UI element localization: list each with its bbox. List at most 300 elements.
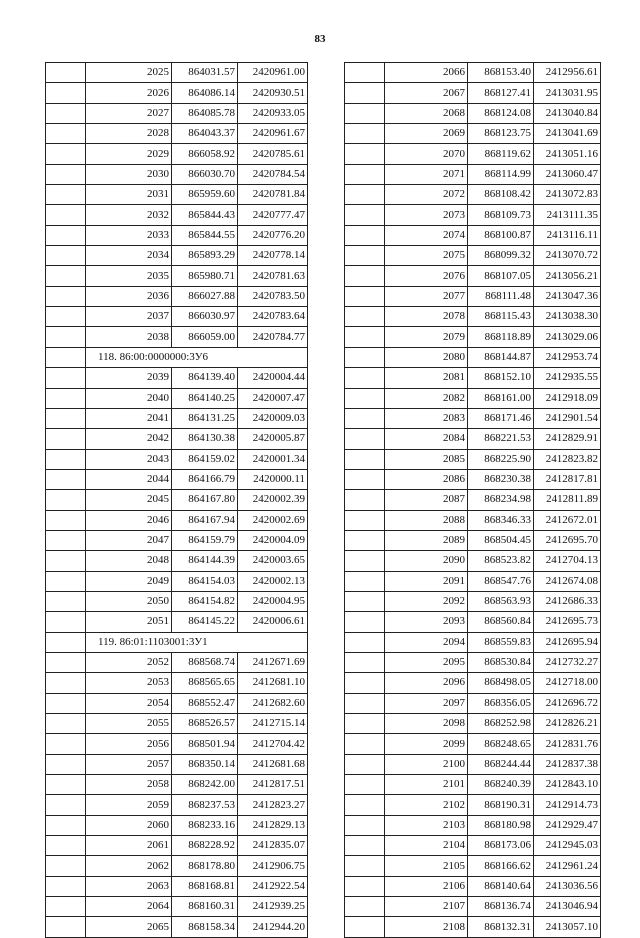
point-number-cell: 2049 bbox=[86, 571, 172, 591]
table-row bbox=[345, 551, 601, 571]
blank-cell bbox=[46, 327, 86, 347]
x-coordinate-cell: 866030.70 bbox=[172, 164, 238, 184]
point-number-cell: 2086 bbox=[385, 469, 468, 489]
table-row bbox=[46, 205, 308, 225]
blank-cell bbox=[46, 652, 86, 672]
table-row bbox=[46, 449, 308, 469]
point-number-cell: 2044 bbox=[86, 469, 172, 489]
blank-cell bbox=[46, 469, 86, 489]
blank-cell bbox=[345, 652, 385, 672]
y-coordinate-cell: 2413056.21 bbox=[534, 266, 601, 286]
x-coordinate-cell: 868559.83 bbox=[468, 632, 534, 652]
x-coordinate-cell: 868161.00 bbox=[468, 388, 534, 408]
y-coordinate-cell: 2412823.27 bbox=[238, 795, 308, 815]
point-number-cell: 2047 bbox=[86, 530, 172, 550]
y-coordinate-cell: 2413111.35 bbox=[534, 205, 601, 225]
y-coordinate-cell: 2412837.38 bbox=[534, 754, 601, 774]
blank-cell bbox=[345, 917, 385, 937]
x-coordinate-cell: 868225.90 bbox=[468, 449, 534, 469]
table-row bbox=[345, 612, 601, 632]
y-coordinate-cell: 2412817.81 bbox=[534, 469, 601, 489]
blank-cell bbox=[46, 775, 86, 795]
blank-cell bbox=[46, 632, 86, 652]
blank-cell bbox=[345, 103, 385, 123]
coordinates-table-right bbox=[344, 62, 601, 938]
table-row bbox=[46, 388, 308, 408]
y-coordinate-cell: 2412695.70 bbox=[534, 530, 601, 550]
x-coordinate-cell: 868560.84 bbox=[468, 612, 534, 632]
x-coordinate-cell: 868124.08 bbox=[468, 103, 534, 123]
blank-cell bbox=[46, 185, 86, 205]
x-coordinate-cell: 868244.44 bbox=[468, 754, 534, 774]
point-number-cell: 2055 bbox=[86, 714, 172, 734]
x-coordinate-cell: 868248.65 bbox=[468, 734, 534, 754]
y-coordinate-cell: 2420000.11 bbox=[238, 469, 308, 489]
blank-cell bbox=[46, 571, 86, 591]
x-coordinate-cell: 865893.29 bbox=[172, 246, 238, 266]
y-coordinate-cell: 2420004.09 bbox=[238, 530, 308, 550]
x-coordinate-cell: 864167.80 bbox=[172, 490, 238, 510]
table-row bbox=[46, 83, 308, 103]
x-coordinate-cell: 868119.62 bbox=[468, 144, 534, 164]
y-coordinate-cell: 2413031.95 bbox=[534, 83, 601, 103]
y-coordinate-cell: 2412672.01 bbox=[534, 510, 601, 530]
point-number-cell: 2032 bbox=[86, 205, 172, 225]
point-number-cell: 2076 bbox=[385, 266, 468, 286]
x-coordinate-cell: 864145.22 bbox=[172, 612, 238, 632]
x-coordinate-cell: 868190.31 bbox=[468, 795, 534, 815]
table-row bbox=[46, 124, 308, 144]
y-coordinate-cell: 2420007.47 bbox=[238, 388, 308, 408]
table-row bbox=[345, 388, 601, 408]
table-row bbox=[46, 897, 308, 917]
blank-cell bbox=[345, 836, 385, 856]
x-coordinate-cell: 868242.00 bbox=[172, 775, 238, 795]
table-row bbox=[345, 408, 601, 428]
blank-cell bbox=[46, 734, 86, 754]
x-coordinate-cell: 868526.57 bbox=[172, 714, 238, 734]
blank-cell bbox=[46, 530, 86, 550]
x-coordinate-cell: 868523.82 bbox=[468, 551, 534, 571]
y-coordinate-cell: 2413060.47 bbox=[534, 164, 601, 184]
y-coordinate-cell: 2420001.34 bbox=[238, 449, 308, 469]
x-coordinate-cell: 868140.64 bbox=[468, 876, 534, 896]
x-coordinate-cell: 868132.31 bbox=[468, 917, 534, 937]
point-number-cell: 2093 bbox=[385, 612, 468, 632]
blank-cell bbox=[46, 449, 86, 469]
table-row bbox=[345, 815, 601, 835]
table-row bbox=[46, 551, 308, 571]
x-coordinate-cell: 866058.92 bbox=[172, 144, 238, 164]
blank-cell bbox=[345, 286, 385, 306]
x-coordinate-cell: 868173.06 bbox=[468, 836, 534, 856]
blank-cell bbox=[46, 795, 86, 815]
point-number-cell: 2030 bbox=[86, 164, 172, 184]
x-coordinate-cell: 868356.05 bbox=[468, 693, 534, 713]
table-row bbox=[345, 449, 601, 469]
y-coordinate-cell: 2420004.44 bbox=[238, 368, 308, 388]
blank-cell bbox=[345, 897, 385, 917]
table-row bbox=[345, 225, 601, 245]
point-number-cell: 2090 bbox=[385, 551, 468, 571]
x-coordinate-cell: 868152.10 bbox=[468, 368, 534, 388]
y-coordinate-cell: 2412718.00 bbox=[534, 673, 601, 693]
y-coordinate-cell: 2420004.95 bbox=[238, 591, 308, 611]
point-number-cell: 2100 bbox=[385, 754, 468, 774]
blank-cell bbox=[345, 673, 385, 693]
blank-cell bbox=[345, 775, 385, 795]
y-coordinate-cell: 2413057.10 bbox=[534, 917, 601, 937]
blank-cell bbox=[46, 714, 86, 734]
point-number-cell: 2060 bbox=[86, 815, 172, 835]
table-row bbox=[46, 63, 308, 83]
blank-cell bbox=[46, 591, 86, 611]
blank-cell bbox=[345, 164, 385, 184]
y-coordinate-cell: 2412953.74 bbox=[534, 347, 601, 367]
x-coordinate-cell: 868234.98 bbox=[468, 490, 534, 510]
blank-cell bbox=[345, 815, 385, 835]
x-coordinate-cell: 868233.16 bbox=[172, 815, 238, 835]
blank-cell bbox=[46, 815, 86, 835]
blank-cell bbox=[345, 225, 385, 245]
y-coordinate-cell: 2420785.61 bbox=[238, 144, 308, 164]
section-heading: 118. 86:00:0000000:3У6 bbox=[86, 347, 308, 367]
y-coordinate-cell: 2420784.54 bbox=[238, 164, 308, 184]
blank-cell bbox=[345, 205, 385, 225]
x-coordinate-cell: 865980.71 bbox=[172, 266, 238, 286]
x-coordinate-cell: 864085.78 bbox=[172, 103, 238, 123]
x-coordinate-cell: 864159.02 bbox=[172, 449, 238, 469]
y-coordinate-cell: 2412935.55 bbox=[534, 368, 601, 388]
x-coordinate-cell: 864154.82 bbox=[172, 591, 238, 611]
x-coordinate-cell: 868171.46 bbox=[468, 408, 534, 428]
point-number-cell: 2089 bbox=[385, 530, 468, 550]
y-coordinate-cell: 2412914.73 bbox=[534, 795, 601, 815]
blank-cell bbox=[345, 63, 385, 83]
table-row bbox=[46, 490, 308, 510]
blank-cell bbox=[345, 429, 385, 449]
y-coordinate-cell: 2413029.06 bbox=[534, 327, 601, 347]
point-number-cell: 2108 bbox=[385, 917, 468, 937]
point-number-cell: 2029 bbox=[86, 144, 172, 164]
y-coordinate-cell: 2412704.13 bbox=[534, 551, 601, 571]
point-number-cell: 2095 bbox=[385, 652, 468, 672]
point-number-cell: 2085 bbox=[385, 449, 468, 469]
y-coordinate-cell: 2412922.54 bbox=[238, 876, 308, 896]
table-row bbox=[46, 673, 308, 693]
blank-cell bbox=[46, 83, 86, 103]
blank-cell bbox=[345, 124, 385, 144]
blank-cell bbox=[46, 63, 86, 83]
y-coordinate-cell: 2413041.69 bbox=[534, 124, 601, 144]
x-coordinate-cell: 868118.89 bbox=[468, 327, 534, 347]
table-row bbox=[46, 266, 308, 286]
point-number-cell: 2048 bbox=[86, 551, 172, 571]
point-number-cell: 2096 bbox=[385, 673, 468, 693]
point-number-cell: 2092 bbox=[385, 591, 468, 611]
section-row bbox=[46, 347, 308, 367]
blank-cell bbox=[46, 246, 86, 266]
table-row bbox=[46, 510, 308, 530]
blank-cell bbox=[345, 856, 385, 876]
blank-cell bbox=[345, 734, 385, 754]
point-number-cell: 2066 bbox=[385, 63, 468, 83]
x-coordinate-cell: 864043.37 bbox=[172, 124, 238, 144]
y-coordinate-cell: 2420005.87 bbox=[238, 429, 308, 449]
y-coordinate-cell: 2420009.03 bbox=[238, 408, 308, 428]
table-row bbox=[345, 469, 601, 489]
y-coordinate-cell: 2412817.51 bbox=[238, 775, 308, 795]
table-row bbox=[345, 124, 601, 144]
blank-cell bbox=[46, 429, 86, 449]
x-coordinate-cell: 864086.14 bbox=[172, 83, 238, 103]
blank-cell bbox=[46, 876, 86, 896]
y-coordinate-cell: 2420961.67 bbox=[238, 124, 308, 144]
table-row bbox=[46, 856, 308, 876]
blank-cell bbox=[345, 185, 385, 205]
y-coordinate-cell: 2412901.54 bbox=[534, 408, 601, 428]
y-coordinate-cell: 2420002.69 bbox=[238, 510, 308, 530]
point-number-cell: 2041 bbox=[86, 408, 172, 428]
blank-cell bbox=[46, 612, 86, 632]
blank-cell bbox=[345, 144, 385, 164]
point-number-cell: 2054 bbox=[86, 693, 172, 713]
x-coordinate-cell: 868168.81 bbox=[172, 876, 238, 896]
point-number-cell: 2039 bbox=[86, 368, 172, 388]
x-coordinate-cell: 866059.00 bbox=[172, 327, 238, 347]
point-number-cell: 2088 bbox=[385, 510, 468, 530]
table-row bbox=[345, 164, 601, 184]
point-number-cell: 2072 bbox=[385, 185, 468, 205]
y-coordinate-cell: 2420930.51 bbox=[238, 83, 308, 103]
x-coordinate-cell: 868109.73 bbox=[468, 205, 534, 225]
x-coordinate-cell: 868099.32 bbox=[468, 246, 534, 266]
point-number-cell: 2084 bbox=[385, 429, 468, 449]
x-coordinate-cell: 868568.74 bbox=[172, 652, 238, 672]
table-row bbox=[46, 714, 308, 734]
x-coordinate-cell: 868166.62 bbox=[468, 856, 534, 876]
y-coordinate-cell: 2413072.83 bbox=[534, 185, 601, 205]
y-coordinate-cell: 2412961.24 bbox=[534, 856, 601, 876]
x-coordinate-cell: 864131.25 bbox=[172, 408, 238, 428]
x-coordinate-cell: 868144.87 bbox=[468, 347, 534, 367]
table-row bbox=[345, 856, 601, 876]
blank-cell bbox=[46, 225, 86, 245]
y-coordinate-cell: 2412681.10 bbox=[238, 673, 308, 693]
table-row bbox=[345, 632, 601, 652]
x-coordinate-cell: 864144.39 bbox=[172, 551, 238, 571]
blank-cell bbox=[345, 83, 385, 103]
blank-cell bbox=[46, 836, 86, 856]
x-coordinate-cell: 868107.05 bbox=[468, 266, 534, 286]
table-row bbox=[46, 225, 308, 245]
table-row bbox=[46, 754, 308, 774]
y-coordinate-cell: 2412929.47 bbox=[534, 815, 601, 835]
blank-cell bbox=[46, 205, 86, 225]
point-number-cell: 2102 bbox=[385, 795, 468, 815]
x-coordinate-cell: 868108.42 bbox=[468, 185, 534, 205]
table-row bbox=[46, 408, 308, 428]
point-number-cell: 2031 bbox=[86, 185, 172, 205]
point-number-cell: 2027 bbox=[86, 103, 172, 123]
y-coordinate-cell: 2413116.11 bbox=[534, 225, 601, 245]
point-number-cell: 2081 bbox=[385, 368, 468, 388]
point-number-cell: 2050 bbox=[86, 591, 172, 611]
point-number-cell: 2071 bbox=[385, 164, 468, 184]
table-row bbox=[46, 591, 308, 611]
point-number-cell: 2094 bbox=[385, 632, 468, 652]
y-coordinate-cell: 2412906.75 bbox=[238, 856, 308, 876]
x-coordinate-cell: 868530.84 bbox=[468, 652, 534, 672]
x-coordinate-cell: 864139.40 bbox=[172, 368, 238, 388]
blank-cell bbox=[46, 266, 86, 286]
table-row bbox=[345, 429, 601, 449]
y-coordinate-cell: 2412704.42 bbox=[238, 734, 308, 754]
blank-cell bbox=[345, 347, 385, 367]
y-coordinate-cell: 2412956.61 bbox=[534, 63, 601, 83]
blank-cell bbox=[345, 469, 385, 489]
point-number-cell: 2043 bbox=[86, 449, 172, 469]
y-coordinate-cell: 2413047.36 bbox=[534, 286, 601, 306]
table-row bbox=[345, 307, 601, 327]
point-number-cell: 2046 bbox=[86, 510, 172, 530]
point-number-cell: 2104 bbox=[385, 836, 468, 856]
blank-cell bbox=[345, 551, 385, 571]
y-coordinate-cell: 2413038.30 bbox=[534, 307, 601, 327]
x-coordinate-cell: 868237.53 bbox=[172, 795, 238, 815]
y-coordinate-cell: 2412939.25 bbox=[238, 897, 308, 917]
blank-cell bbox=[345, 530, 385, 550]
point-number-cell: 2053 bbox=[86, 673, 172, 693]
table-row bbox=[46, 530, 308, 550]
y-coordinate-cell: 2412829.91 bbox=[534, 429, 601, 449]
point-number-cell: 2098 bbox=[385, 714, 468, 734]
x-coordinate-cell: 864154.03 bbox=[172, 571, 238, 591]
point-number-cell: 2064 bbox=[86, 897, 172, 917]
table-row bbox=[46, 103, 308, 123]
x-coordinate-cell: 868498.05 bbox=[468, 673, 534, 693]
blank-cell bbox=[46, 307, 86, 327]
blank-cell bbox=[46, 408, 86, 428]
table-row bbox=[345, 652, 601, 672]
blank-cell bbox=[46, 693, 86, 713]
table-row bbox=[345, 103, 601, 123]
table-row bbox=[345, 714, 601, 734]
table-row bbox=[345, 347, 601, 367]
x-coordinate-cell: 868136.74 bbox=[468, 897, 534, 917]
point-number-cell: 2097 bbox=[385, 693, 468, 713]
point-number-cell: 2101 bbox=[385, 775, 468, 795]
blank-cell bbox=[345, 490, 385, 510]
table-row bbox=[46, 469, 308, 489]
y-coordinate-cell: 2413046.94 bbox=[534, 897, 601, 917]
table-row bbox=[46, 836, 308, 856]
point-number-cell: 2040 bbox=[86, 388, 172, 408]
y-coordinate-cell: 2420781.84 bbox=[238, 185, 308, 205]
x-coordinate-cell: 868563.93 bbox=[468, 591, 534, 611]
point-number-cell: 2105 bbox=[385, 856, 468, 876]
y-coordinate-cell: 2420781.63 bbox=[238, 266, 308, 286]
y-coordinate-cell: 2420006.61 bbox=[238, 612, 308, 632]
point-number-cell: 2070 bbox=[385, 144, 468, 164]
y-coordinate-cell: 2412811.89 bbox=[534, 490, 601, 510]
point-number-cell: 2035 bbox=[86, 266, 172, 286]
y-coordinate-cell: 2412843.10 bbox=[534, 775, 601, 795]
y-coordinate-cell: 2412829.13 bbox=[238, 815, 308, 835]
table-row bbox=[345, 144, 601, 164]
x-coordinate-cell: 868552.47 bbox=[172, 693, 238, 713]
point-number-cell: 2056 bbox=[86, 734, 172, 754]
x-coordinate-cell: 864159.79 bbox=[172, 530, 238, 550]
y-coordinate-cell: 2412835.07 bbox=[238, 836, 308, 856]
x-coordinate-cell: 868547.76 bbox=[468, 571, 534, 591]
table-row bbox=[345, 246, 601, 266]
blank-cell bbox=[345, 714, 385, 734]
table-row bbox=[46, 144, 308, 164]
table-row bbox=[345, 571, 601, 591]
y-coordinate-cell: 2412945.03 bbox=[534, 836, 601, 856]
table-row bbox=[345, 266, 601, 286]
table-row bbox=[345, 510, 601, 530]
table-row bbox=[46, 693, 308, 713]
x-coordinate-cell: 868123.75 bbox=[468, 124, 534, 144]
x-coordinate-cell: 868240.39 bbox=[468, 775, 534, 795]
blank-cell bbox=[46, 856, 86, 876]
page-number: 83 bbox=[314, 33, 326, 45]
blank-cell bbox=[46, 673, 86, 693]
point-number-cell: 2038 bbox=[86, 327, 172, 347]
table-row bbox=[345, 490, 601, 510]
y-coordinate-cell: 2412686.33 bbox=[534, 591, 601, 611]
point-number-cell: 2075 bbox=[385, 246, 468, 266]
table-row bbox=[345, 591, 601, 611]
table-row bbox=[345, 897, 601, 917]
table-row bbox=[46, 917, 308, 937]
blank-cell bbox=[46, 551, 86, 571]
x-coordinate-cell: 868158.34 bbox=[172, 917, 238, 937]
blank-cell bbox=[46, 286, 86, 306]
y-coordinate-cell: 2413036.56 bbox=[534, 876, 601, 896]
table-row bbox=[345, 754, 601, 774]
point-number-cell: 2080 bbox=[385, 347, 468, 367]
table-row bbox=[46, 368, 308, 388]
y-coordinate-cell: 2412695.73 bbox=[534, 612, 601, 632]
table-row bbox=[345, 876, 601, 896]
y-coordinate-cell: 2412826.21 bbox=[534, 714, 601, 734]
point-number-cell: 2052 bbox=[86, 652, 172, 672]
x-coordinate-cell: 868100.87 bbox=[468, 225, 534, 245]
table-row bbox=[46, 612, 308, 632]
point-number-cell: 2074 bbox=[385, 225, 468, 245]
x-coordinate-cell: 868221.53 bbox=[468, 429, 534, 449]
blank-cell bbox=[345, 876, 385, 896]
x-coordinate-cell: 866030.97 bbox=[172, 307, 238, 327]
table-row bbox=[46, 307, 308, 327]
table-row bbox=[46, 286, 308, 306]
x-coordinate-cell: 868127.41 bbox=[468, 83, 534, 103]
x-coordinate-cell: 864031.57 bbox=[172, 63, 238, 83]
point-number-cell: 2063 bbox=[86, 876, 172, 896]
y-coordinate-cell: 2420003.65 bbox=[238, 551, 308, 571]
blank-cell bbox=[46, 124, 86, 144]
point-number-cell: 2067 bbox=[385, 83, 468, 103]
blank-cell bbox=[345, 368, 385, 388]
section-row bbox=[46, 632, 308, 652]
point-number-cell: 2033 bbox=[86, 225, 172, 245]
blank-cell bbox=[46, 388, 86, 408]
blank-cell bbox=[46, 897, 86, 917]
table-row bbox=[46, 815, 308, 835]
